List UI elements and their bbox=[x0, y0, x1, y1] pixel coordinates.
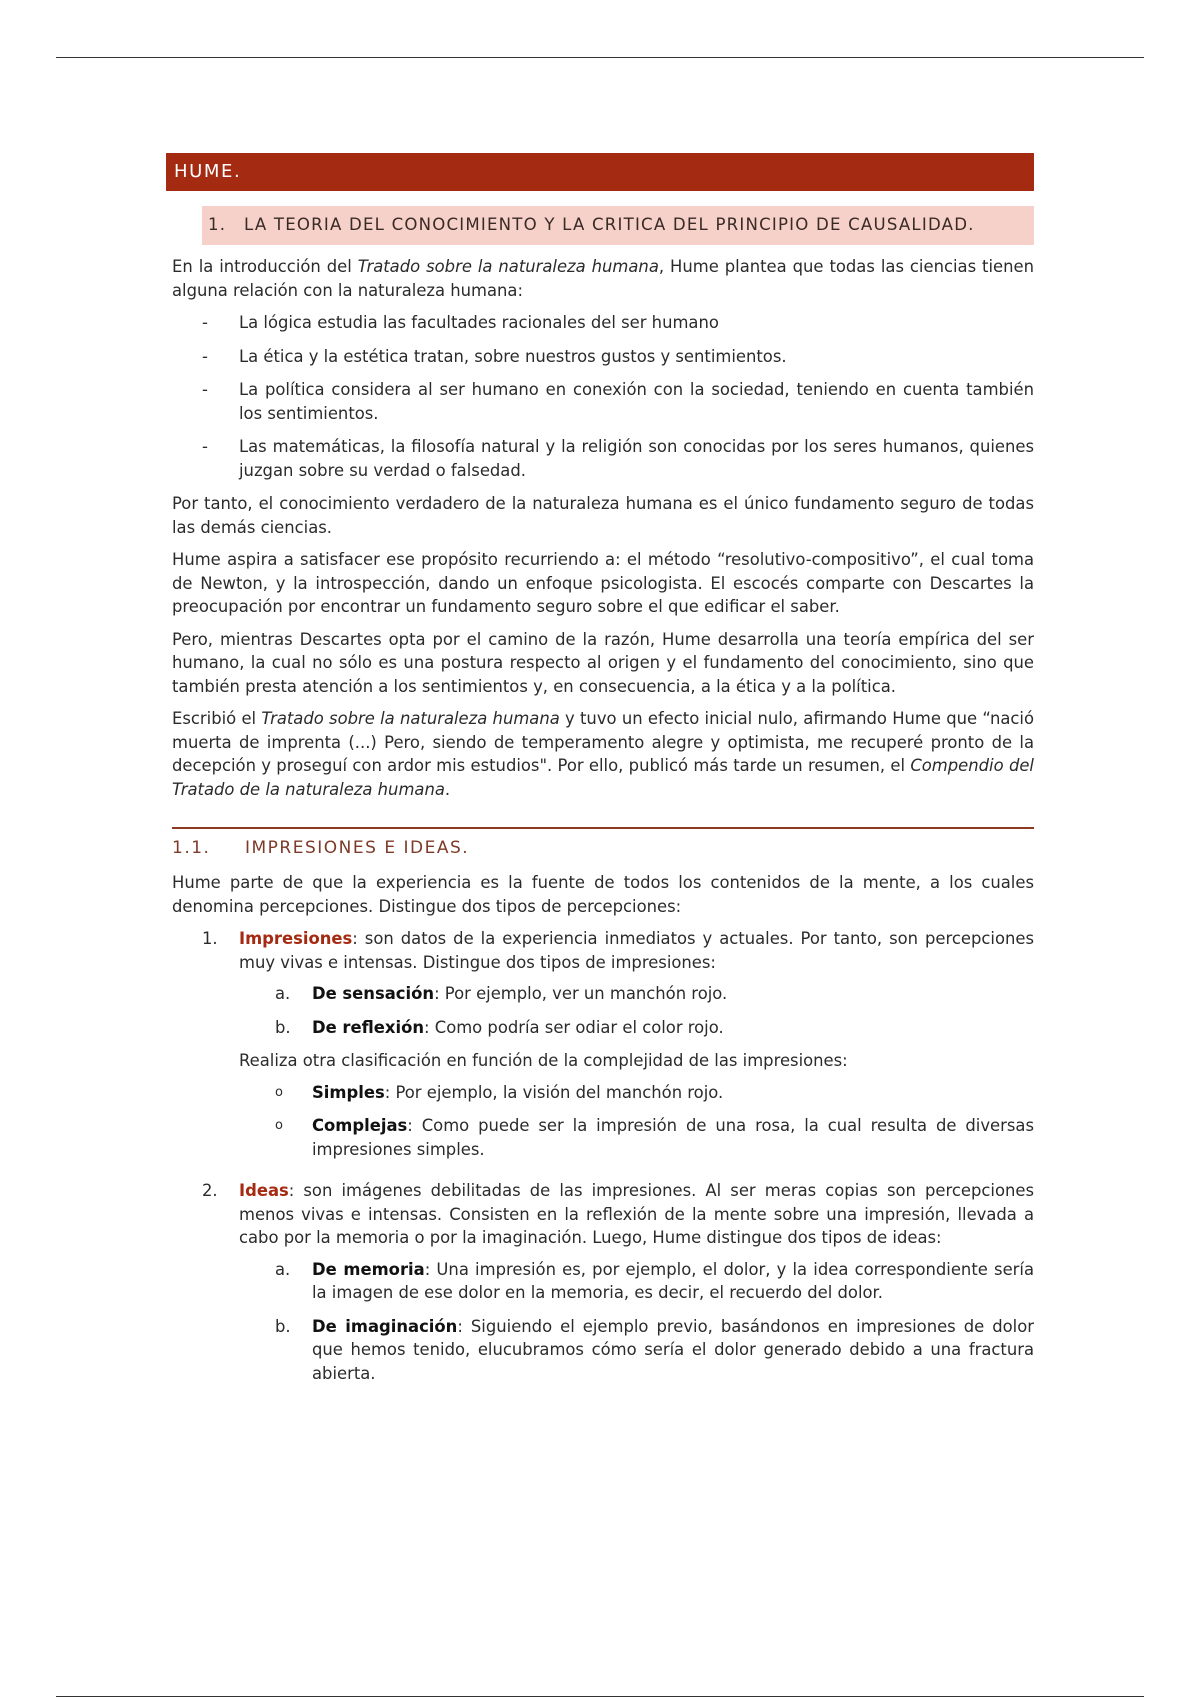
list-item-text: La ética y la estética tratan, sobre nuestros gustos y sentimientos. bbox=[239, 346, 787, 366]
term: Complejas bbox=[312, 1116, 408, 1135]
sub-item-text bbox=[312, 1315, 1034, 1386]
book-title: Tratado sobre la naturaleza humana bbox=[261, 709, 560, 728]
list-item bbox=[166, 311, 1034, 335]
keyword: Ideas bbox=[239, 1181, 289, 1200]
section-number: 1. bbox=[208, 215, 227, 234]
item-text bbox=[239, 1179, 1034, 1250]
term: De memoria bbox=[312, 1259, 425, 1279]
sub-item bbox=[239, 1081, 1034, 1105]
sub-item bbox=[239, 1016, 1034, 1040]
letter-marker: a. bbox=[275, 1259, 291, 1279]
document-page bbox=[166, 153, 1034, 1403]
text-run: : Siguiendo el ejemplo previo, basándonos en impresiones de dolor que hemos tenido, elucubramos cómo sería el dolor generado debido a una fractura abierta. bbox=[312, 1316, 1034, 1383]
note-text: Realiza otra clasificación en función de la complejidad de las impresiones: bbox=[239, 1051, 848, 1070]
sub-item bbox=[239, 1114, 1034, 1161]
top-rule bbox=[56, 57, 1144, 58]
main-title: HUME. bbox=[166, 153, 1034, 191]
sub-item-text bbox=[312, 1258, 1034, 1305]
subsection-number: 1.1. bbox=[172, 838, 211, 858]
paragraph: Por tanto, el conocimiento verdadero de la naturaleza humana es el único fundamento seguro de todas las demás ciencias. bbox=[172, 494, 1034, 537]
keyword: Impresiones bbox=[239, 929, 353, 948]
item-number: 2. bbox=[202, 1181, 218, 1200]
list-item bbox=[166, 378, 1034, 425]
text-run: : son imágenes debilitadas de las impresiones. Al ser meras copias son percepciones menos vivas e intensas. Consisten en la reflexión de la mente sobre una impresión, llevada a cabo por la memoria o por la imaginación. Luego, Hume distingue dos tipos de ideas: bbox=[239, 1181, 1034, 1247]
text-run: : Por ejemplo, la visión del manchón rojo. bbox=[384, 1082, 724, 1102]
text-run: , Hume plantea que todas las ciencias tienen alguna relación con la naturaleza humana: bbox=[172, 257, 1034, 300]
subsection-title: IMPRESIONES E IDEAS. bbox=[245, 838, 470, 858]
letter-marker: a. bbox=[275, 984, 291, 1003]
list-item bbox=[166, 435, 1034, 482]
item-body bbox=[239, 1179, 1034, 1395]
text-run: : Como podría ser odiar el color rojo. bbox=[424, 1017, 724, 1037]
term: De imaginación bbox=[312, 1316, 458, 1336]
text-run: : Como puede ser la impresión de una rosa, la cual resulta de diversas impresiones simples. bbox=[312, 1116, 1034, 1159]
item-number: 1. bbox=[202, 929, 218, 948]
text-run: . bbox=[444, 779, 451, 799]
circle-marker: o bbox=[275, 1118, 283, 1133]
science-list bbox=[166, 311, 1034, 482]
dash-marker: - bbox=[202, 346, 208, 366]
text-run: : son datos de la experiencia inmediatos y actuales. Por tanto, son percepciones muy vivas e intensas. Distingue dos tipos de impresiones: bbox=[239, 929, 1034, 972]
term: De reflexión bbox=[312, 1017, 425, 1037]
dash-marker: - bbox=[202, 380, 208, 399]
sub-item-text bbox=[312, 1114, 1034, 1161]
paragraph: Pero, mientras Descartes opta por el camino de la razón, Hume desarrolla una teoría empírica del ser humano, la cual no sólo es una postura respecto al origen y el fundamento del conocimiento, sino que también presta atención a los sentimientos y, en consecuencia, a la ética y a la política. bbox=[172, 629, 1034, 696]
paragraph bbox=[172, 707, 1034, 801]
term: Simples bbox=[312, 1082, 385, 1102]
sub-item-text bbox=[312, 1081, 1034, 1105]
list-item-text: La política considera al ser humano en conexión con la sociedad, teniendo en cuenta también los sentimientos. bbox=[239, 380, 1034, 423]
section-heading bbox=[202, 206, 1034, 245]
list-item-text: La lógica estudia las facultades racionales del ser humano bbox=[239, 313, 719, 332]
book-title: Compendio del Tratado de la naturaleza humana bbox=[172, 756, 1034, 799]
item-text bbox=[239, 927, 1034, 974]
subsection-rule bbox=[172, 827, 1034, 829]
sub-item bbox=[239, 1315, 1034, 1386]
book-title: Tratado sobre la naturaleza humana bbox=[357, 257, 659, 276]
list-item-text: Las matemáticas, la filosofía natural y la religión son conocidas por los seres humanos, quienes juzgan sobre su verdad o falsedad. bbox=[239, 437, 1034, 480]
letter-marker: b. bbox=[275, 1017, 291, 1037]
circle-marker: o bbox=[275, 1084, 283, 1100]
sub-item bbox=[239, 982, 1034, 1006]
text-run: : Por ejemplo, ver un manchón rojo. bbox=[434, 984, 728, 1003]
term: De sensación bbox=[312, 984, 435, 1003]
section-title: LA TEORIA DEL CONOCIMIENTO Y LA CRITICA DEL PRINCIPIO DE CAUSALIDAD. bbox=[244, 215, 975, 234]
document-body bbox=[166, 255, 1034, 1395]
text-run: En la introducción del bbox=[172, 257, 358, 276]
paragraph: Hume parte de que la experiencia es la fuente de todos los contenidos de la mente, a los cuales denomina percepciones. Distingue dos tipos de percepciones: bbox=[172, 873, 1034, 916]
text-run: : Una impresión es, por ejemplo, el dolor, y la idea correspondiente sería la imagen de ese dolor en la memoria, es decir, el recuerdo del dolor. bbox=[312, 1259, 1034, 1302]
item-body bbox=[239, 927, 1034, 1171]
intro-paragraph bbox=[172, 255, 1034, 302]
numbered-item-impresiones bbox=[166, 927, 1034, 1171]
numbered-item-ideas bbox=[166, 1179, 1034, 1395]
text-run: y tuvo un efecto inicial nulo, afirmando Hume que “nació muerta de imprenta (...) Pero, siendo de temperamento alegre y optimista, me recuperé pronto de la decepción y proseguí con ardor mis estudios". Por ello, publicó más tarde un resumen, el bbox=[172, 709, 1034, 775]
letter-marker: b. bbox=[275, 1316, 291, 1336]
dash-marker: - bbox=[202, 437, 208, 456]
subsection-heading bbox=[172, 835, 1034, 861]
sub-item bbox=[239, 1258, 1034, 1305]
bottom-rule bbox=[56, 1696, 1144, 1697]
dash-marker: - bbox=[202, 313, 208, 332]
sub-item-text bbox=[312, 982, 1034, 1006]
sub-item-text bbox=[312, 1016, 1034, 1040]
text-run: Escribió el bbox=[172, 709, 262, 728]
paragraph: Hume aspira a satisfacer ese propósito recurriendo a: el método “resolutivo-compositivo”, el cual toma de Newton, y la introspección, dando un enfoque psicologista. El escocés comparte con Descartes la preocupación por encontrar un fundamento seguro sobre el que edificar el saber. bbox=[172, 550, 1034, 616]
list-item bbox=[166, 345, 1034, 369]
